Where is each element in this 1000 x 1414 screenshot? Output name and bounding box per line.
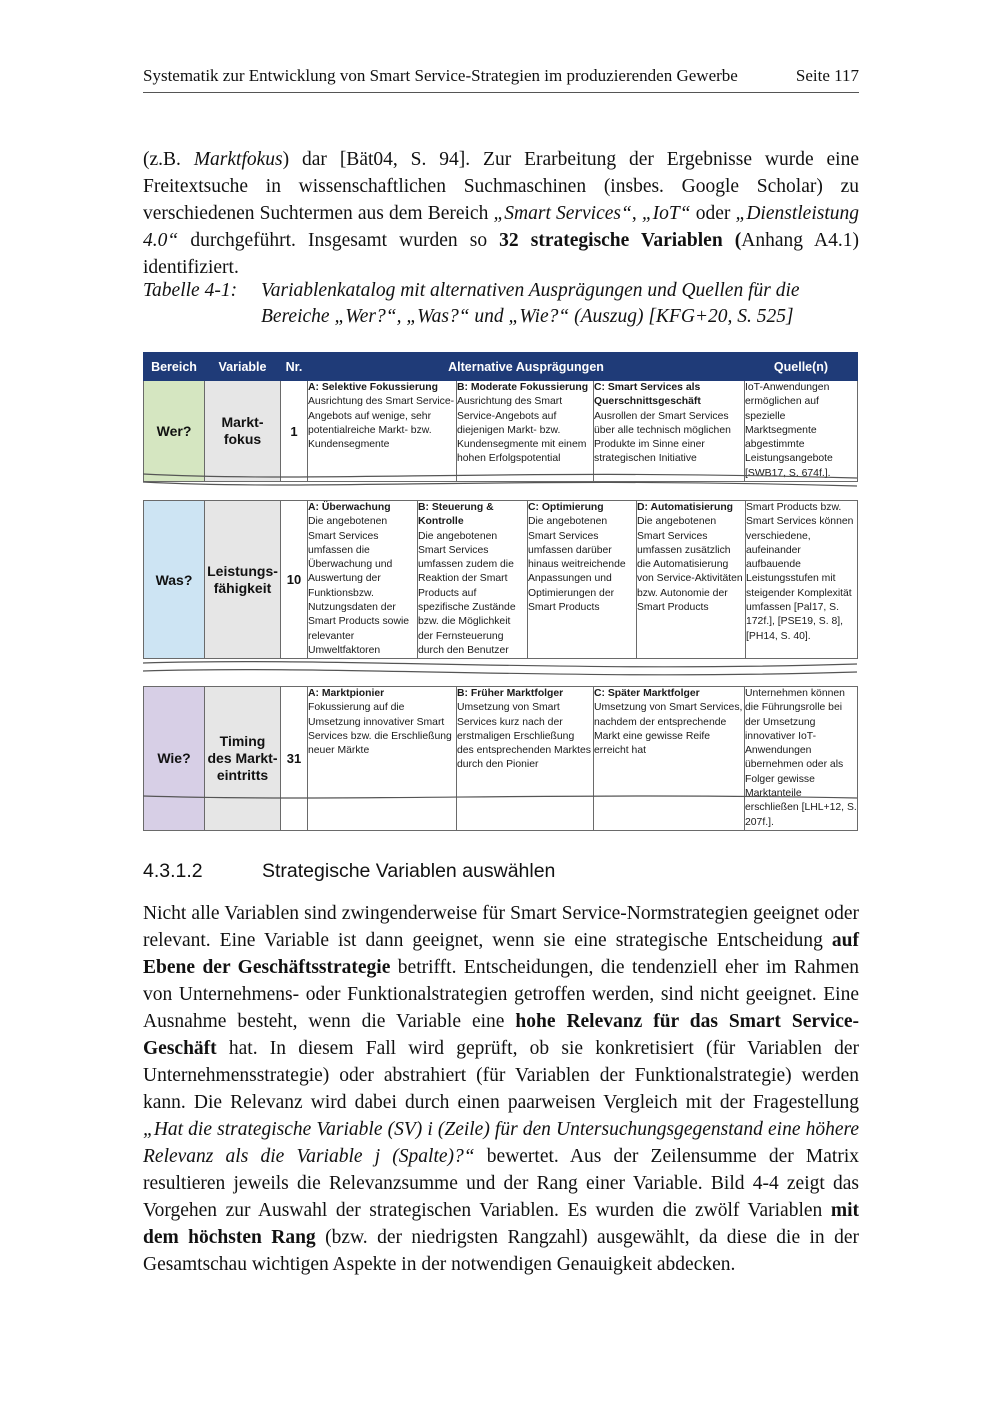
- option-d-cell: [637, 501, 746, 659]
- option-title: A: Marktpionier: [308, 688, 385, 699]
- intro-text: durchgeführt. Insgesamt wurden so: [178, 230, 500, 251]
- source-cell: Unternehmen können die Führungsrolle bei der Umsetzung innovativer IoT-Anwendungen übernehmen oder als Folger gewisse Marktanteile erschließen [LHL+12, S. 207f.].: [745, 687, 858, 831]
- option-title: C: Später Marktfolger: [594, 688, 700, 699]
- option-a-cell: [308, 687, 457, 831]
- variable-marktfokus: [205, 381, 281, 482]
- option-title: B: Moderate Fokussierung: [457, 382, 589, 393]
- body-text: bewertet. Aus der Zeilensumme der Matrix resultieren jeweils die Relevanzsumme und der Rang einer Variable. Bild 4-4 zeigt das Vorgehen zur Auswahl der strategischen Variablen. Es wurden die zwölf Variablen: [143, 1146, 859, 1221]
- source-cell: Smart Products bzw. Smart Services können verschiedene, aufeinander aufbauende Leistungsstufen mit steigender Komplexität umfassen [Pal17, S. 172f.], [PSE19, S. 8], [PH14, S. 40].: [746, 501, 858, 659]
- intro-text: oder: [690, 203, 736, 224]
- body-bold-term: auf Ebene der Geschäftsstrategie: [143, 930, 859, 978]
- table-row-was: [144, 501, 858, 659]
- section-title: Strategische Variablen auswählen: [262, 860, 556, 882]
- bereich-was: Was?: [144, 501, 205, 659]
- option-c-cell: [594, 687, 745, 831]
- variable-name-line: fähigkeit: [213, 579, 272, 596]
- variable-name-line: Timing: [219, 732, 266, 749]
- option-text: Umsetzung von Smart Services kurz nach der erstmaligen Erschließung des entsprechenden Marktes durch den Pionier: [457, 702, 592, 771]
- table-break-wave: [143, 659, 857, 677]
- table-header-row: [144, 353, 858, 381]
- bereich-wer: Wer?: [144, 381, 205, 482]
- bereich-wie: Wie?: [144, 687, 205, 831]
- caption-text: Variablenkatalog mit alternativen Ausprägungen und Quellen für die Bereiche „Wer?“, „Was?“ und „Wie?“ (Auszug) [KFG+20, S. 525]: [261, 280, 800, 327]
- body-text: hat. In diesem Fall wird geprüft, ob sie konkretisiert (für Variablen der Unternehmensstrategie) oder abstrahiert (für Variablen der Funktionalstrategie) werden kann. Die Relevanz wird dabei durch einen paarweisen Vergleich mit der Fragestellung: [143, 1038, 859, 1113]
- nr-cell: 1: [281, 381, 308, 482]
- header-variable: Variable: [205, 353, 281, 381]
- table-break-wave: [143, 792, 857, 804]
- body-text: (bzw. der niedrigsten Rangzahl) ausgewählt, da diese die in der Gesamtschau wichtigen Aspekte in der notwendigen Genauigkeit abdecken.: [143, 1227, 859, 1275]
- option-title: D: Automatisierung: [637, 502, 734, 513]
- variable-timing-markteintritt: [205, 687, 281, 831]
- header-alternativen: Alternative Ausprägungen: [308, 353, 745, 381]
- option-title: B: Früher Marktfolger: [457, 688, 564, 699]
- option-b-cell: [457, 687, 594, 831]
- body-text: Nicht alle Variablen sind zwingenderweise für Smart Service-Normstrategien geeignet oder relevant. Eine Variable ist dann geeignet, wenn sie eine strategische Entscheidung: [143, 903, 859, 951]
- table-row-wer: [144, 381, 858, 482]
- table-break-wave: [143, 471, 857, 489]
- option-text: Fokussierung auf die Umsetzung innovativer Smart Services bzw. die Erschließung neuer Märkte: [308, 702, 452, 757]
- option-text: Ausrichtung des Smart Service-Angebots auf wenige, sehr potentialreiche Markt- bzw. Kundensegmente: [308, 396, 455, 451]
- table-block-was: [143, 500, 858, 659]
- intro-text: ,: [631, 203, 642, 224]
- running-header-title: Systematik zur Entwicklung von Smart Service-Strategien im produzierenden Gewerbe: [143, 66, 738, 85]
- body-italic-question: „Hat die strategische Variable (SV) i (Zeile) für den Untersuchungsgegenstand eine höhere Relevanz als die Variable j (Spalte)?“: [143, 1119, 859, 1167]
- intro-text: Anhang A4.1) identifiziert.: [143, 230, 859, 278]
- option-a-cell: [308, 381, 457, 482]
- variable-name-line: fokus: [223, 431, 262, 448]
- intro-paragraph: [143, 146, 859, 281]
- body-bold-term: hohe Relevanz für das Smart Service-Geschäft: [143, 1011, 859, 1059]
- nr-cell: 10: [281, 501, 308, 659]
- option-title: C: Optimierung: [528, 502, 604, 513]
- option-b-cell: [457, 381, 594, 482]
- variable-name-line: Markt-: [221, 414, 264, 431]
- option-text: Die angebotenen Smart Services umfassen die Überwachung und Auswertung der Funktionsbzw. Nutzungsdaten der Smart Products sowie relevanter Umweltfaktoren: [308, 516, 410, 656]
- source-cell: IoT-Anwendungen ermöglichen auf spezielle Marktsegmente abgestimmte Leistungsangebote [SWB17, S. 674f.].: [745, 381, 858, 482]
- option-title: A: Selektive Fokussierung: [308, 382, 438, 393]
- header-quellen: Quelle(n): [745, 353, 858, 381]
- variable-leistungsfaehigkeit: [205, 501, 281, 659]
- intro-text: (z.B.: [143, 149, 194, 170]
- intro-italic-term: Marktfokus: [193, 149, 283, 170]
- intro-italic-term: „Smart Services“: [493, 203, 632, 224]
- body-bold-term: mit dem höchsten Rang: [143, 1200, 859, 1248]
- option-c-cell: [594, 381, 745, 482]
- section-number: 4.3.1.2: [143, 860, 203, 882]
- intro-italic-term: „IoT“: [641, 203, 691, 224]
- body-paragraph: [143, 900, 859, 1278]
- variable-name-line: eintritts: [216, 766, 269, 783]
- page-number: Seite 117: [795, 66, 859, 85]
- caption-label: Tabelle 4-1:: [143, 280, 238, 301]
- option-a-cell: [308, 501, 418, 659]
- option-b-cell: [418, 501, 528, 659]
- option-text: Ausrollen der Smart Services über alle technisch möglichen Produkte im Sinne einer strategischen Initiative: [594, 410, 731, 465]
- intro-text: ) dar [Bät04, S. 94]. Zur Erarbeitung der Ergebnisse wurde eine Freitextsuche in wissenschaftlichen Suchmaschinen (insbes. Google Scholar) zu verschiedenen Suchtermen aus dem Bereich: [143, 149, 860, 224]
- header-rule: [143, 92, 859, 93]
- option-title: A: Überwachung: [308, 502, 391, 513]
- option-title: B: Steuerung & Kontrolle: [418, 502, 494, 528]
- table-block-wer: [143, 352, 858, 482]
- header-bereich: Bereich: [144, 353, 205, 381]
- table-block-wie: [143, 686, 858, 831]
- option-text: Die angebotenen Smart Services umfassen darüber hinaus weitreichende Anpassungen und Optimierungen der Smart Products: [528, 516, 626, 614]
- option-c-cell: [528, 501, 637, 659]
- nr-cell: 31: [281, 687, 308, 831]
- intro-bold-term: 32 strategische Variablen (: [499, 230, 742, 251]
- option-text: Die angebotenen Smart Services umfassen zusätzlich die Automatisierung von Service-Aktivitäten bzw. Autonomie der Smart Products: [637, 516, 743, 614]
- header-nr: Nr.: [281, 353, 308, 381]
- option-text: Umsetzung von Smart Services, nachdem der entsprechende Markt eine gewisse Reife erreicht hat: [594, 702, 743, 757]
- body-text: betrifft. Entscheidungen, die tendenziell eher im Rahmen von Unternehmens- oder Funktionalstrategien getroffen werden, sind nicht geeignet. Eine Ausnahme besteht, wenn die Variable eine: [143, 957, 859, 1032]
- option-text: Die angebotenen Smart Services umfassen zudem die Reaktion der Smart Products auf spezifische Zustände bzw. die Möglichkeit der Fernsteuerung durch den Benutzer: [418, 530, 516, 656]
- intro-italic-term: „Dienstleistung 4.0“: [143, 203, 860, 251]
- variable-catalog-figure: [143, 352, 857, 828]
- variable-name-line: des Markt-: [207, 749, 278, 766]
- variable-name-line: Leistungs-: [207, 562, 278, 579]
- option-text: Ausrichtung des Smart Service-Angebots auf diejenigen Markt- bzw. Kundensegmente mit einem hohen Erfolgspotential: [457, 396, 587, 465]
- table-row-wie: [144, 687, 858, 831]
- option-title: C: Smart Services als Querschnittsgeschäft: [594, 382, 701, 408]
